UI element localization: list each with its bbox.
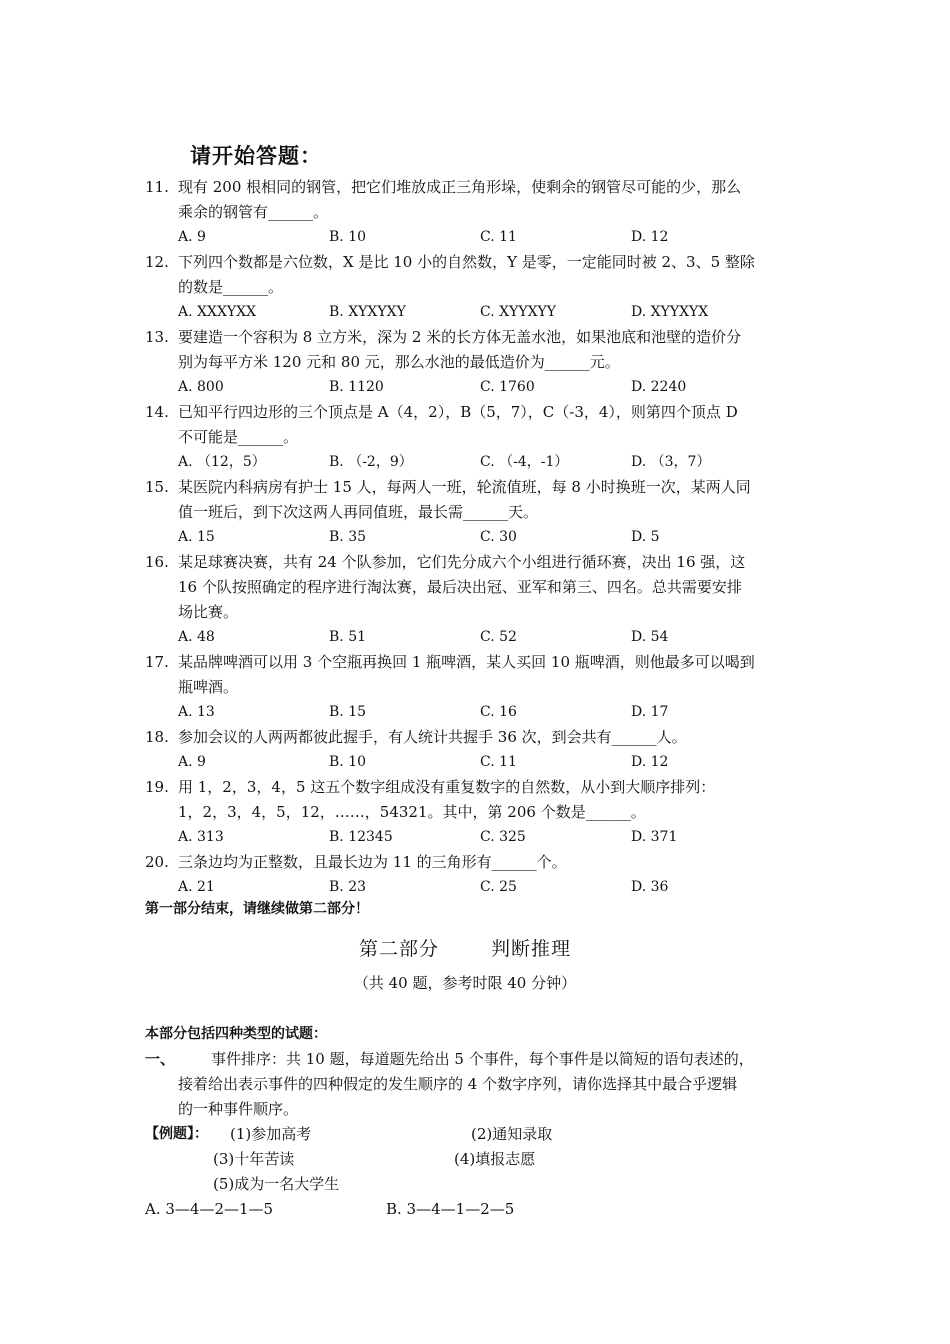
answer-option: B. 12345 bbox=[329, 829, 393, 845]
question-item bbox=[145, 550, 810, 650]
option-row bbox=[145, 700, 810, 725]
question-number: 18. bbox=[145, 728, 169, 746]
question-text: 值一班后，到下次这两人再同值班，最长需______天。 bbox=[178, 503, 539, 521]
section-mark: 一、 bbox=[145, 1050, 176, 1068]
question-item bbox=[145, 250, 810, 325]
section-line-3: 的一种事件顺序。 bbox=[178, 1100, 299, 1118]
question-item bbox=[145, 775, 810, 850]
question-number: 12. bbox=[145, 253, 169, 271]
question-text: 现有 200 根相同的钢管，把它们堆放成正三角形垛，使剩余的钢管尽可能的少，那么 bbox=[178, 178, 742, 196]
answer-option: A. 800 bbox=[178, 379, 224, 395]
option-row bbox=[145, 450, 810, 475]
question-number: 20. bbox=[145, 853, 169, 871]
answer-option: A. 15 bbox=[178, 529, 215, 545]
option-row bbox=[145, 225, 810, 250]
example-answer: A. 3—4—2—1—5 bbox=[145, 1200, 274, 1218]
answer-option: C. 1760 bbox=[480, 379, 535, 395]
question-text: 1，2，3，4，5，12，……，54321。其中，第 206 个数是______。 bbox=[178, 803, 646, 821]
answer-option: C. 16 bbox=[480, 704, 517, 720]
question-text: 乘余的钢管有______。 bbox=[178, 203, 329, 221]
answer-option: A. 48 bbox=[178, 629, 215, 645]
question-text: 用 1，2，3，4，5 这五个数字组成没有重复数字的自然数，从小到大顺序排列： bbox=[178, 778, 716, 796]
question-number: 13. bbox=[145, 328, 169, 346]
answer-option: A. （12，5） bbox=[178, 454, 266, 470]
example-block bbox=[145, 1122, 810, 1222]
question-number: 16. bbox=[145, 553, 169, 571]
option-row bbox=[145, 625, 810, 650]
question-text: 某医院内科病房有护士 15 人，每两人一班，轮流值班，每 8 小时换班一次，某两人同 bbox=[178, 478, 751, 496]
question-text: 三条边均为正整数，且最长边为 11 的三角形有______个。 bbox=[178, 853, 567, 871]
answer-option: B. 10 bbox=[329, 754, 367, 770]
option-row bbox=[145, 300, 810, 325]
question-list bbox=[145, 175, 810, 900]
answer-option: A. 313 bbox=[178, 829, 224, 845]
part-end-note: 第一部分结束，请继续做第二部分！ bbox=[145, 901, 369, 917]
answer-option: B. （-2，9） bbox=[329, 454, 413, 470]
example-item: (3)十年苦读 bbox=[213, 1150, 295, 1168]
answer-option: D. 54 bbox=[631, 629, 669, 645]
answer-option: C. （-4，-1） bbox=[480, 454, 569, 470]
example-item: (4)填报志愿 bbox=[454, 1150, 536, 1168]
question-text: 要建造一个容积为 8 立方米，深为 2 米的长方体无盖水池，如果池底和池壁的造价分 bbox=[178, 328, 742, 346]
answer-option: C. 325 bbox=[480, 829, 526, 845]
section-line-2: 接着给出表示事件的四种假定的发生顺序的 4 个数字序列，请你选择其中最合乎逻辑 bbox=[178, 1075, 738, 1093]
section-description bbox=[145, 1047, 810, 1122]
question-number: 15. bbox=[145, 478, 169, 496]
answer-option: D. 17 bbox=[631, 704, 669, 720]
question-item bbox=[145, 400, 810, 475]
answer-option: A. XXXYXX bbox=[178, 304, 257, 320]
question-item bbox=[145, 475, 810, 550]
option-row bbox=[145, 375, 810, 400]
question-number: 11. bbox=[145, 178, 169, 196]
answer-option: D. 12 bbox=[631, 229, 669, 245]
answer-option: C. 11 bbox=[480, 754, 517, 770]
question-text: 16 个队按照确定的程序进行淘汰赛，最后决出冠、亚军和第三、四名。总共需要安排 bbox=[178, 578, 742, 596]
answer-option: C. 52 bbox=[480, 629, 517, 645]
answer-option: D. 371 bbox=[631, 829, 678, 845]
answer-option: B. 35 bbox=[329, 529, 367, 545]
answer-option: B. 23 bbox=[329, 879, 367, 895]
answer-option: D. 12 bbox=[631, 754, 669, 770]
answer-option: A. 13 bbox=[178, 704, 215, 720]
option-row bbox=[145, 875, 810, 900]
question-item bbox=[145, 325, 810, 400]
part-title-right: 判断推理 bbox=[491, 938, 572, 960]
answer-option: C. 30 bbox=[480, 529, 517, 545]
answer-option: B. 10 bbox=[329, 229, 367, 245]
part-title-left: 第二部分 bbox=[358, 938, 439, 960]
question-item bbox=[145, 850, 810, 900]
option-row bbox=[145, 750, 810, 775]
question-number: 19. bbox=[145, 778, 169, 796]
question-text: 别为每平方米 120 元和 80 元，那么水池的最低造价为______元。 bbox=[178, 353, 620, 371]
question-item bbox=[145, 725, 810, 775]
answer-option: D. （3，7） bbox=[631, 454, 711, 470]
question-text: 瓶啤酒。 bbox=[178, 678, 239, 696]
answer-option: B. 1120 bbox=[329, 379, 384, 395]
question-item bbox=[145, 650, 810, 725]
question-number: 17. bbox=[145, 653, 169, 671]
answer-option: D. 2240 bbox=[631, 379, 687, 395]
part-title bbox=[0, 934, 930, 961]
question-text: 某品牌啤酒可以用 3 个空瓶再换回 1 瓶啤酒，某人买回 10 瓶啤酒，则他最多可以喝到 bbox=[178, 653, 755, 671]
example-item: (2)通知录取 bbox=[471, 1125, 553, 1143]
answer-option: D. 5 bbox=[631, 529, 660, 545]
option-row bbox=[145, 825, 810, 850]
question-text: 下列四个数都是六位数，X 是比 10 小的自然数，Y 是零，一定能同时被 2、3、5 整除 bbox=[178, 253, 755, 271]
question-text: 不可能是______。 bbox=[178, 428, 299, 446]
question-number: 14. bbox=[145, 403, 169, 421]
answer-option: A. 21 bbox=[178, 879, 215, 895]
question-text: 的数是______。 bbox=[178, 278, 284, 296]
question-item bbox=[145, 175, 810, 250]
section-intro: 本部分包括四种类型的试题： bbox=[145, 1026, 327, 1042]
example-answer: B. 3—4—1—2—5 bbox=[386, 1200, 515, 1218]
answer-option: D. 36 bbox=[631, 879, 669, 895]
answer-option: A. 9 bbox=[178, 754, 206, 770]
example-item: (5)成为一名大学生 bbox=[213, 1175, 340, 1193]
question-text: 已知平行四边形的三个顶点是 A（4，2），B（5，7），C（-3，4），则第四个顶点 D bbox=[178, 403, 738, 421]
example-item: (1)参加高考 bbox=[230, 1125, 312, 1143]
answer-option: B. 51 bbox=[329, 629, 367, 645]
option-row bbox=[145, 525, 810, 550]
section-line-1: 事件排序：共 10 题，每道题先给出 5 个事件，每个事件是以简短的语句表述的， bbox=[211, 1050, 754, 1068]
answer-option: C. XYYXYY bbox=[480, 304, 557, 320]
part-subtitle: （共 40 题，参考时限 40 分钟） bbox=[353, 974, 577, 992]
answer-option: D. XYYXYX bbox=[631, 304, 709, 320]
question-text: 某足球赛决赛，共有 24 个队参加，它们先分成六个小组进行循环赛，决出 16 强，这 bbox=[178, 553, 746, 571]
example-label: 【例题】： bbox=[145, 1126, 208, 1142]
answer-option: B. XYXYXY bbox=[329, 304, 406, 320]
question-text: 参加会议的人两两都彼此握手，有人统计共握手 36 次，到会共有______人。 bbox=[178, 728, 687, 746]
answer-option: C. 25 bbox=[480, 879, 517, 895]
start-heading: 请开始答题： bbox=[190, 144, 322, 168]
answer-option: A. 9 bbox=[178, 229, 206, 245]
question-text: 场比赛。 bbox=[178, 603, 239, 621]
answer-option: C. 11 bbox=[480, 229, 517, 245]
answer-option: B. 15 bbox=[329, 704, 367, 720]
